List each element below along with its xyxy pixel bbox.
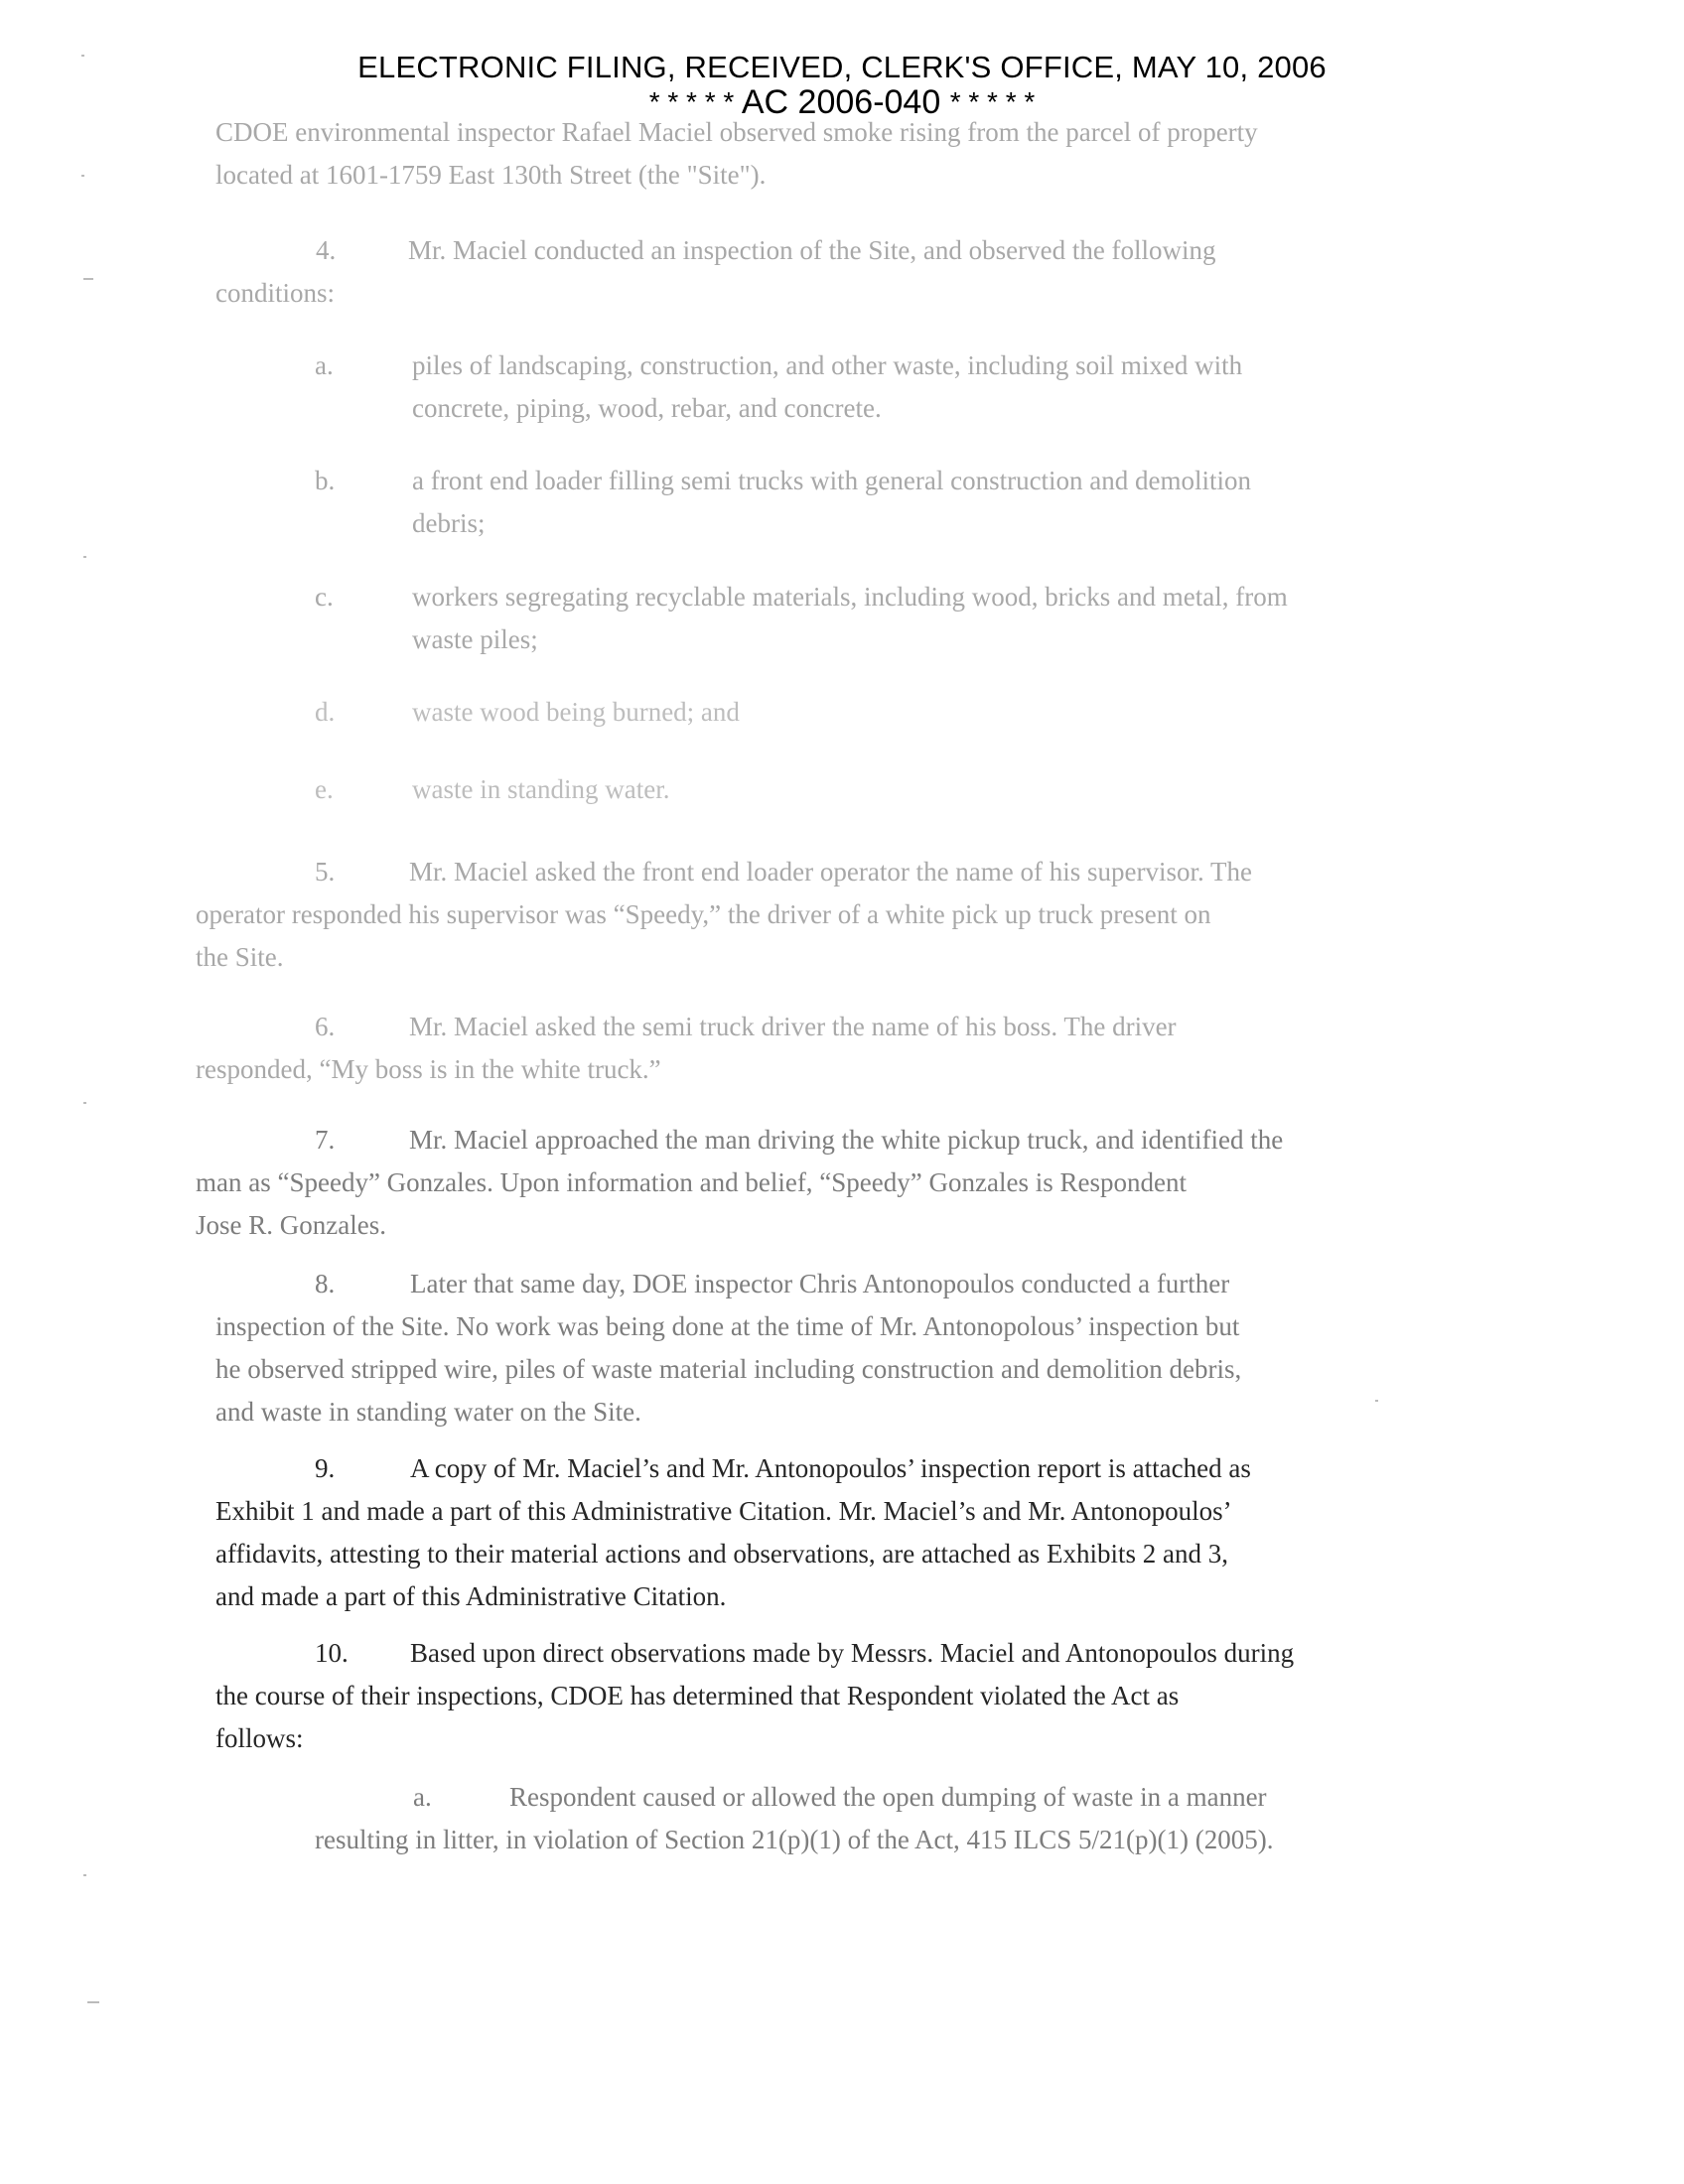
stars-left: * * * * * xyxy=(648,86,735,117)
list-item-label: b. xyxy=(315,466,336,495)
paragraph-9-line-1: A copy of Mr. Maciel’s and Mr. Antonopoulos’ inspection report is attached as xyxy=(410,1453,1251,1483)
paragraph-10-line-3: follows: xyxy=(215,1723,304,1753)
scan-speck xyxy=(83,556,86,558)
scan-speck xyxy=(83,278,93,280)
scan-speck xyxy=(81,175,84,177)
paragraph-10-item-a-line-1: Respondent caused or allowed the open dumping of waste in a manner xyxy=(509,1782,1267,1812)
list-item-label: a. xyxy=(315,350,334,380)
paragraph-5-line-2: operator responded his supervisor was “Speedy,” the driver of a white pick up truck present on xyxy=(196,899,1211,929)
paragraph-9-number: 9. xyxy=(315,1453,336,1483)
paragraph-9-line-2: Exhibit 1 and made a part of this Administrative Citation. Mr. Maciel’s and Mr. Antonopoulos’ xyxy=(215,1496,1232,1526)
list-item-line-1: a front end loader filling semi trucks with general construction and demolition xyxy=(412,466,1252,495)
paragraph-8-line-3: he observed stripped wire, piles of waste material including construction and demolition debris, xyxy=(215,1354,1242,1384)
intro-paragraph xyxy=(215,111,1258,197)
intro-line-2: located at 1601-1759 East 130th Street (the "Site"). xyxy=(215,160,767,190)
stars-right: * * * * * xyxy=(949,86,1036,117)
paragraph-10-line-2: the course of their inspections, CDOE has determined that Respondent violated the Act as xyxy=(215,1681,1180,1710)
paragraph-7 xyxy=(196,1119,1516,1247)
paragraph-10-item-a xyxy=(315,1776,1526,1861)
list-item-line-2: debris; xyxy=(412,508,486,538)
scan-speck xyxy=(1375,1400,1378,1402)
paragraph-10-number: 10. xyxy=(315,1638,349,1668)
case-number: AC 2006-040 xyxy=(741,83,941,121)
paragraph-7-number: 7. xyxy=(315,1125,336,1155)
list-item-line-2: waste piles; xyxy=(412,624,538,654)
paragraph-8-line-1: Later that same day, DOE inspector Chris Antonopoulos conducted a further xyxy=(410,1269,1230,1298)
scan-speck xyxy=(83,1102,86,1104)
paragraph-4-line-1: Mr. Maciel conducted an inspection of the Site, and observed the following xyxy=(408,235,1216,265)
paragraph-9-line-4: and made a part of this Administrative Citation. xyxy=(215,1581,727,1611)
paragraph-6-line-1: Mr. Maciel asked the semi truck driver the name of his boss. The driver xyxy=(409,1012,1177,1041)
paragraph-7-line-1: Mr. Maciel approached the man driving the white pickup truck, and identified the xyxy=(409,1125,1284,1155)
list-item-label: d. xyxy=(315,697,336,727)
paragraph-10-item-a-label: a. xyxy=(413,1782,432,1812)
list-item-line-2: concrete, piping, wood, rebar, and concrete. xyxy=(412,393,882,423)
paragraph-7-line-2: man as “Speedy” Gonzales. Upon information and belief, “Speedy” Gonzales is Respondent xyxy=(196,1167,1187,1197)
paragraph-10-item-a-line-2: resulting in litter, in violation of Section 21(p)(1) of the Act, 415 ILCS 5/21(p)(1) (2005). xyxy=(315,1825,1274,1854)
paragraph-8-line-4: and waste in standing water on the Site. xyxy=(215,1397,641,1427)
paragraph-8 xyxy=(215,1263,1516,1433)
paragraph-10-line-1: Based upon direct observations made by Messrs. Maciel and Antonopoulos during xyxy=(410,1638,1295,1668)
paragraph-10 xyxy=(215,1632,1516,1760)
list-item-label: c. xyxy=(315,582,334,612)
paragraph-5-line-1: Mr. Maciel asked the front end loader operator the name of his supervisor. The xyxy=(409,857,1252,887)
scan-speck xyxy=(83,1874,86,1876)
list-item-line-1: piles of landscaping, construction, and other waste, including soil mixed with xyxy=(412,350,1243,380)
paragraph-4-line-2: conditions: xyxy=(215,278,335,308)
paragraph-9-line-3: affidavits, attesting to their material actions and observations, are attached as Exhibits 2 and 3, xyxy=(215,1539,1228,1569)
scan-speck xyxy=(87,2001,99,2003)
list-item-line-1: workers segregating recyclable materials, including wood, bricks and metal, from xyxy=(412,582,1288,612)
paragraph-7-line-3: Jose R. Gonzales. xyxy=(196,1210,386,1240)
list-item-label: e. xyxy=(315,774,334,804)
list-item-line-1: waste in standing water. xyxy=(412,774,670,804)
paragraph-6-line-2: responded, “My boss is in the white truck.” xyxy=(196,1054,661,1084)
paragraph-6 xyxy=(196,1006,1516,1091)
paragraph-6-number: 6. xyxy=(315,1012,336,1041)
paragraph-5-line-3: the Site. xyxy=(196,942,284,972)
paragraph-8-line-2: inspection of the Site. No work was being done at the time of Mr. Antonopolous’ inspection but xyxy=(215,1311,1240,1341)
paragraph-9 xyxy=(215,1447,1516,1618)
paragraph-5-number: 5. xyxy=(315,857,336,887)
list-item-line-1: waste wood being burned; and xyxy=(412,697,740,727)
filing-stamp-header: ELECTRONIC FILING, RECEIVED, CLERK'S OFFICE, MAY 10, 2006 xyxy=(357,50,1327,84)
scan-speck xyxy=(81,55,84,57)
intro-line-1: CDOE environmental inspector Rafael Maciel observed smoke rising from the parcel of property xyxy=(215,117,1258,147)
paragraph-8-number: 8. xyxy=(315,1269,336,1298)
paragraph-5 xyxy=(196,851,1516,979)
paragraph-4 xyxy=(215,229,1506,315)
paragraph-4-number: 4. xyxy=(316,235,337,265)
